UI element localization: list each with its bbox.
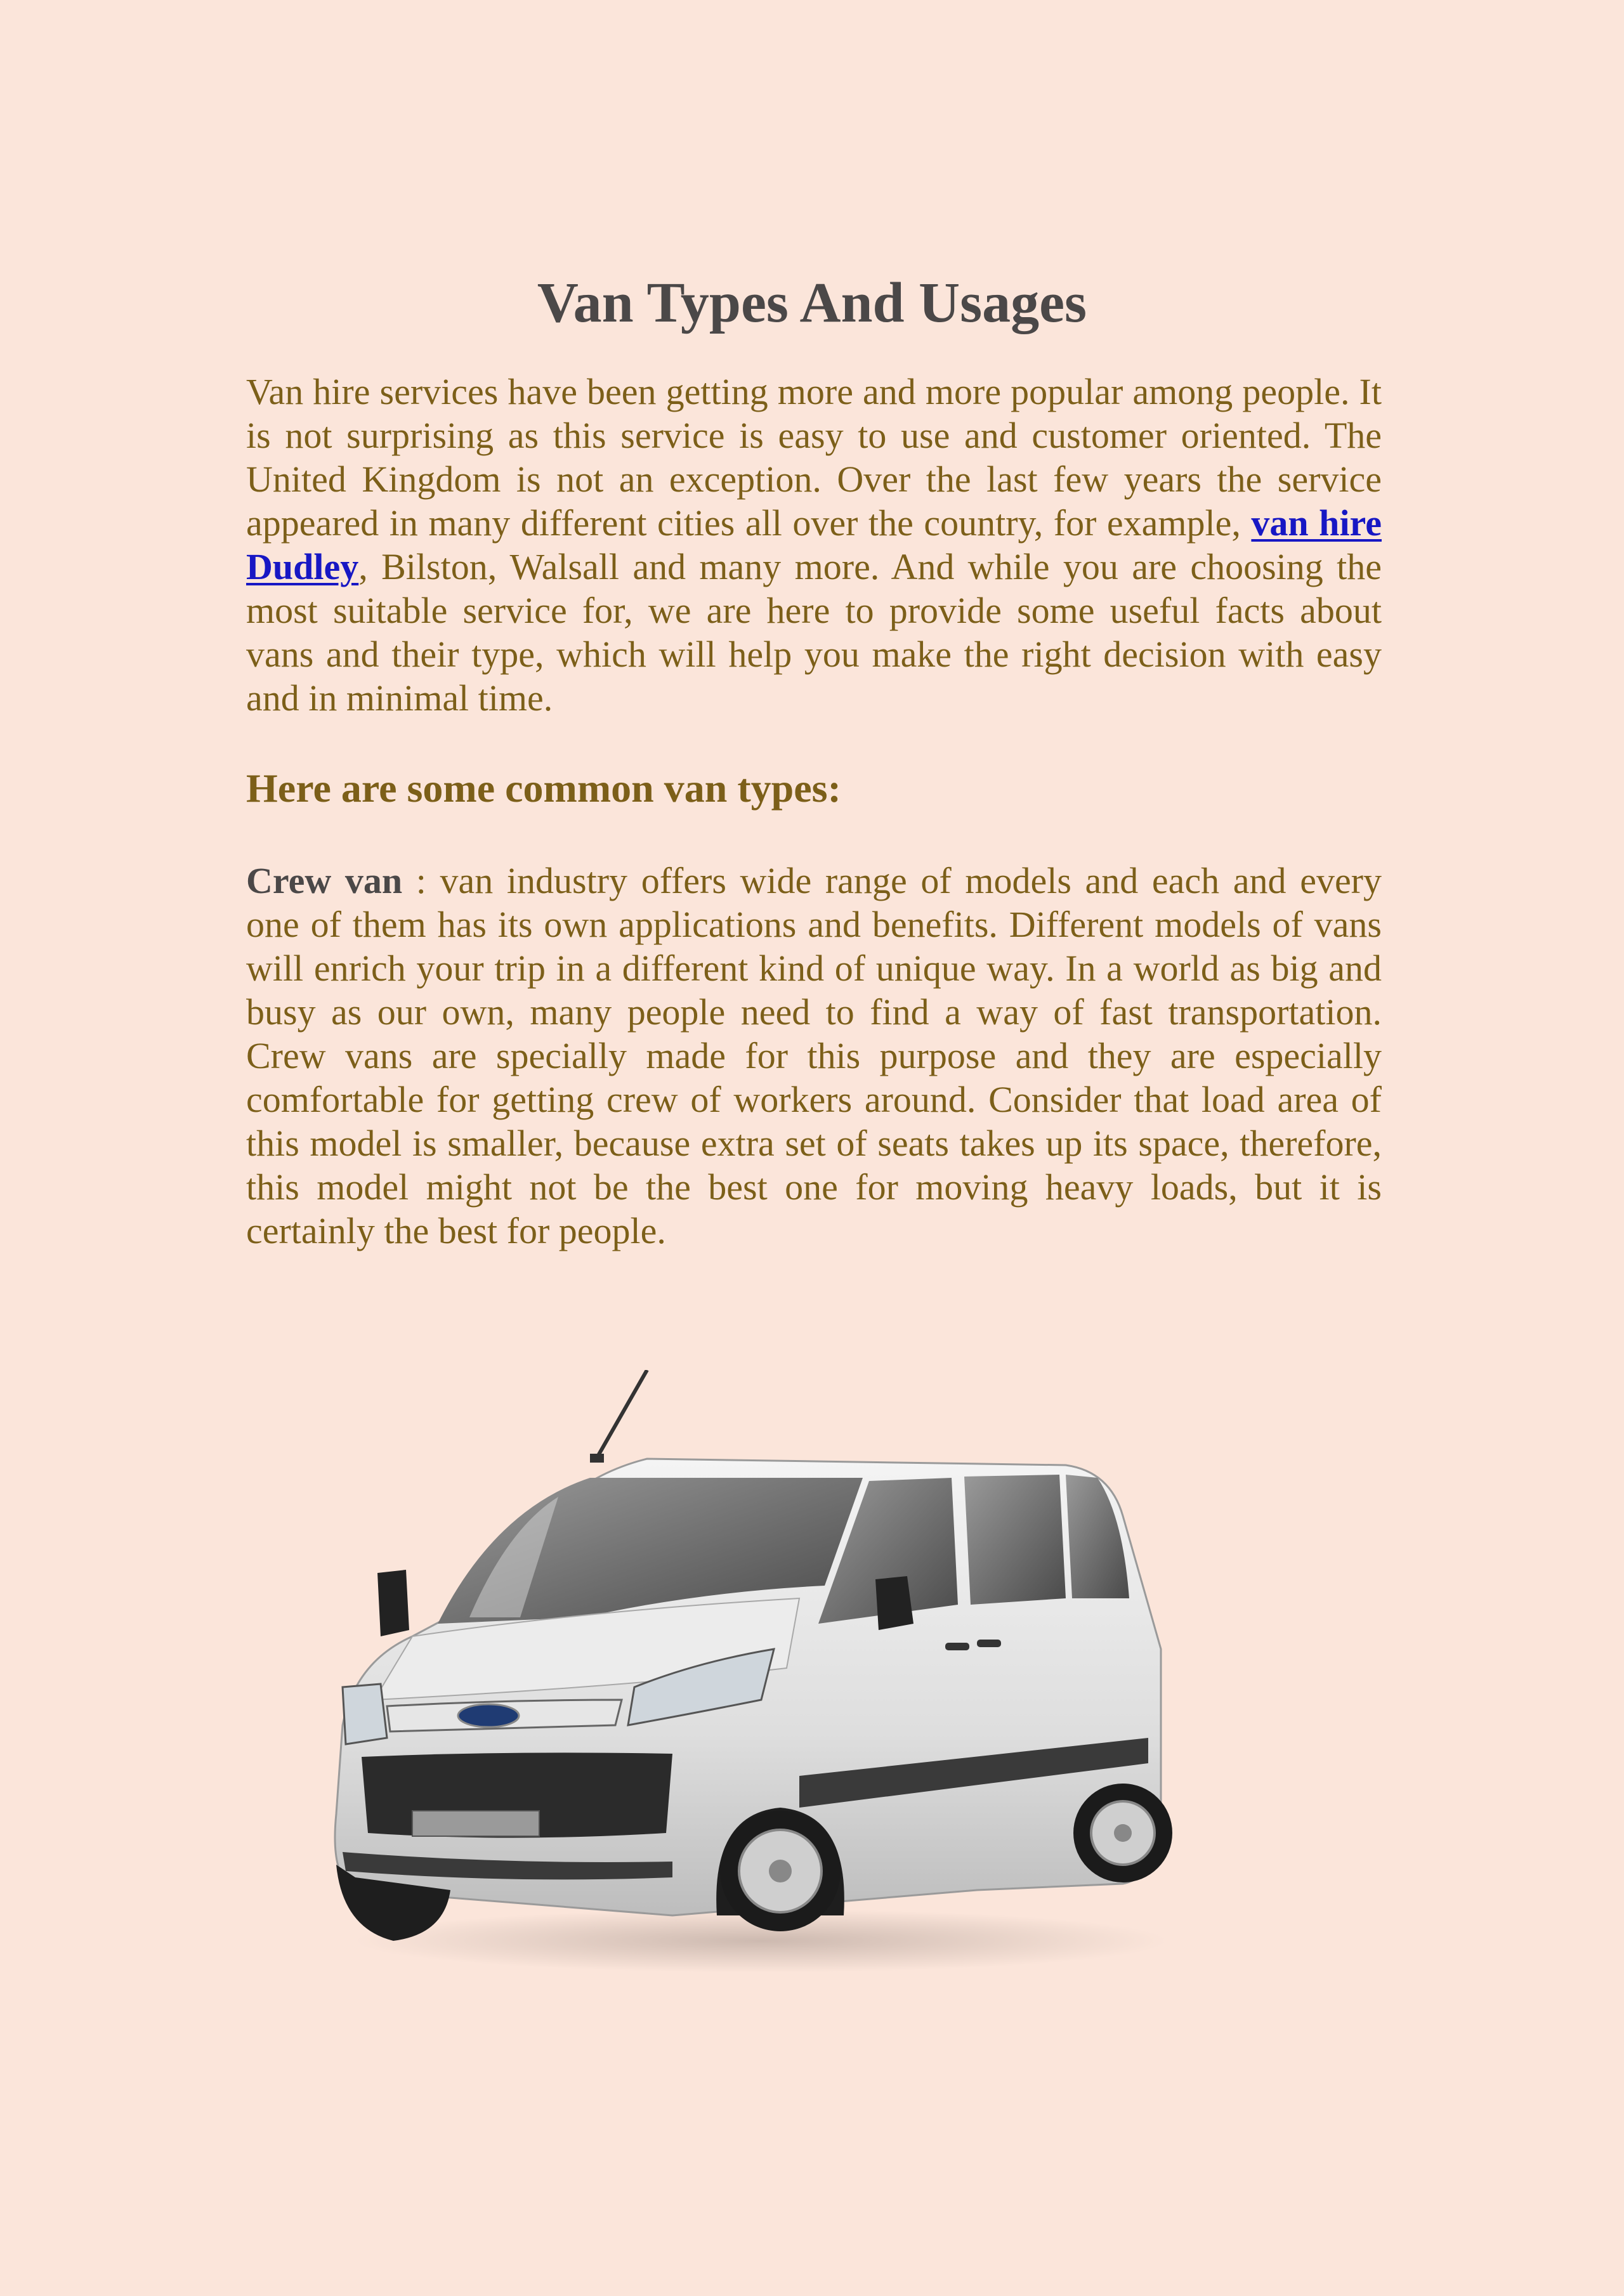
crew-van-term: Crew van: [246, 860, 403, 901]
van-hire-dudley-link[interactable]: van hire Dudley: [246, 502, 1382, 587]
crew-van-paragraph: [246, 859, 1382, 1253]
intro-paragraph: [246, 370, 1382, 720]
van-image: [317, 1370, 1205, 1992]
section-heading: Here are some common van types:: [246, 766, 841, 811]
van-illustration-icon: [317, 1370, 1205, 1992]
intro-text-after-link: , Bilston, Walsall and many more. And while you are choosing the most suitable service for, we are here to provide some useful facts about vans and their type, which will help you make the right decision with easy and in minimal time.: [246, 546, 1382, 719]
intro-text-before-link: Van hire services have been getting more and more popular among people. It is not surprising as this service is easy to use and customer oriented. The United Kingdom is not an exception. Over the last few years the service appeared in many different cities all over the country, for example,: [246, 371, 1382, 544]
crew-van-description: : van industry offers wide range of models and each and every one of them has its own applications and benefits. Different models of vans will enrich your trip in a different kind of unique way. In a world as big and busy as our own, many people need to find a way of fast transportation. Crew vans are specially made for this purpose and they are especially comfortable for getting crew of workers around. Consider that load area of this model is smaller, because extra set of seats takes up its space, therefore, this model might not be the best one for moving heavy loads, but it is certainly the best for people.: [246, 860, 1382, 1251]
page-title: Van Types And Usages: [537, 271, 1087, 334]
